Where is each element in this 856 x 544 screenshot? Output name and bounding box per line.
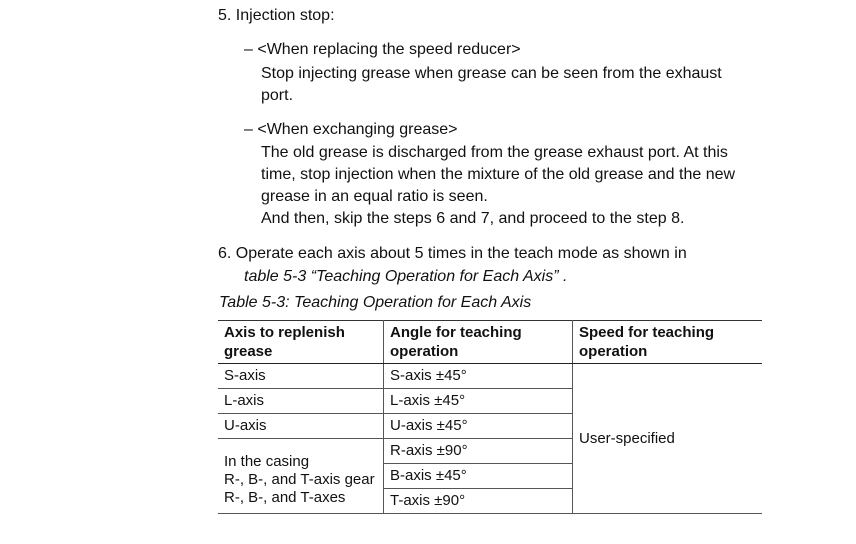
- table-row: [218, 364, 762, 389]
- step-5-item-2-line-4: And then, skip the steps 6 and 7, and proceed to the step 8.: [261, 210, 685, 227]
- cell-angle: R-axis ±90°: [384, 439, 573, 464]
- table-header-row: [218, 321, 762, 364]
- step-5-item-1-line-1: Stop injecting grease when grease can be seen from the exhaust: [261, 65, 722, 82]
- cell-speed: User-specified: [573, 364, 763, 514]
- teaching-operation-table: [218, 320, 762, 514]
- header-speed: Speed for teaching operation: [573, 321, 763, 364]
- cell-axis: S-axis: [218, 364, 384, 389]
- step-6-line-2: table 5-3 “Teaching Operation for Each Axis” .: [244, 268, 568, 285]
- cell-axis: In the casing R-, B-, and T-axis gear R-, B-, and T-axes: [218, 439, 384, 514]
- cell-angle: T-axis ±90°: [384, 489, 573, 514]
- header-angle: Angle for teaching operation: [384, 321, 573, 364]
- cell-angle: B-axis ±45°: [384, 464, 573, 489]
- cell-angle: U-axis ±45°: [384, 414, 573, 439]
- cell-axis: L-axis: [218, 389, 384, 414]
- step-5-item-1-line-2: port.: [261, 87, 294, 104]
- table-caption: Table 5-3: Teaching Operation for Each Axis: [219, 294, 532, 311]
- step-6-line-1: 6. Operate each axis about 5 times in the teach mode as shown in: [218, 245, 687, 262]
- cell-angle: S-axis ±45°: [384, 364, 573, 389]
- cell-axis: U-axis: [218, 414, 384, 439]
- step-5-item-2-line-2: time, stop injection when the mixture of the old grease and the new: [261, 166, 736, 183]
- step-5-title: 5. Injection stop:: [218, 7, 335, 24]
- step-5-item-1-head: – <When replacing the speed reducer>: [244, 41, 521, 58]
- step-5-item-2-line-3: grease in an equal ratio is seen.: [261, 188, 488, 205]
- cell-angle: L-axis ±45°: [384, 389, 573, 414]
- step-5-item-2-head: – <When exchanging grease>: [244, 121, 458, 138]
- step-5-item-2-line-1: The old grease is discharged from the grease exhaust port. At this: [261, 144, 728, 161]
- header-axis: Axis to replenish grease: [218, 321, 384, 364]
